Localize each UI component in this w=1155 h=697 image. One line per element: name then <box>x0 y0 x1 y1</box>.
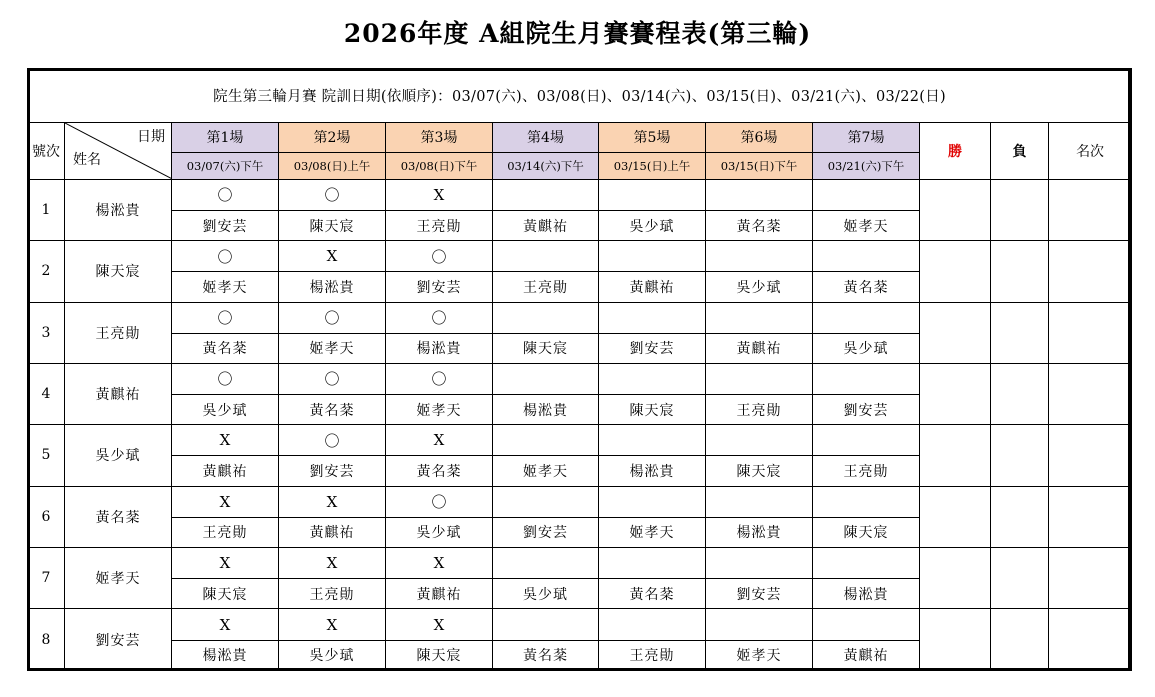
table-outer-border <box>27 68 1131 671</box>
opponent-name: 陳天宸 <box>279 210 386 240</box>
player-name: 吳少珷 <box>65 425 172 486</box>
match-result: X <box>279 609 386 640</box>
opponent-name: 吳少珷 <box>706 272 813 302</box>
opponent-name: 王亮勛 <box>279 579 386 609</box>
player-name: 黃名棻 <box>65 486 172 547</box>
opponent-name: 王亮勛 <box>172 517 279 547</box>
opponent-name: 姬孝天 <box>706 640 813 670</box>
opponent-name: 黃名棻 <box>813 272 920 302</box>
date-header-label: 日期 <box>137 129 165 146</box>
opponent-name: 黃麒祐 <box>706 333 813 363</box>
player-name: 王亮勛 <box>65 302 172 363</box>
match-result: 〇 <box>279 302 386 333</box>
opponent-name: 陳天宸 <box>172 579 279 609</box>
page-title: 2026年度 A組院生月賽賽程表(第三輪) <box>343 19 812 48</box>
opponent-name: 陳天宸 <box>386 640 493 670</box>
opponent-name: 黃麒祐 <box>813 640 920 670</box>
match-result: X <box>172 548 279 579</box>
match-result: X <box>172 486 279 517</box>
opponent-name: 吳少珷 <box>599 210 706 240</box>
opponent-name: 黃麒祐 <box>172 456 279 486</box>
opponent-name: 黃名棻 <box>279 395 386 425</box>
opponent-name: 姬孝天 <box>279 333 386 363</box>
opponent-name: 劉安芸 <box>706 579 813 609</box>
opponent-name: 姬孝天 <box>599 517 706 547</box>
player-number: 7 <box>28 548 65 609</box>
opponent-name: 楊淞貴 <box>279 272 386 302</box>
rank-header: 名次 <box>1049 123 1132 179</box>
training-dates-info: 院生第三輪月賽 院訓日期(依順序)：03/07(六)、03/08(日)、03/14(六)、03/15(日)、03/21(六)、03/22(日) <box>28 69 1132 123</box>
opponent-name: 黃名棻 <box>386 456 493 486</box>
match-result: 〇 <box>386 363 493 394</box>
match-result: X <box>279 241 386 272</box>
player-name: 黃麒祐 <box>65 363 172 424</box>
opponent-name: 黃麒祐 <box>493 210 599 240</box>
opponent-name: 姬孝天 <box>493 456 599 486</box>
match-result: 〇 <box>172 302 279 333</box>
round-date-7: 03/21(六)下午 <box>813 152 920 179</box>
player-name: 姬孝天 <box>65 548 172 609</box>
opponent-name: 陳天宸 <box>706 456 813 486</box>
opponent-name: 黃名棻 <box>493 640 599 670</box>
round-date-1: 03/07(六)下午 <box>172 152 279 179</box>
player-number: 6 <box>28 486 65 547</box>
round-date-3: 03/08(日)下午 <box>386 152 493 179</box>
player-number: 4 <box>28 363 65 424</box>
match-result: X <box>386 548 493 579</box>
player-name: 陳天宸 <box>65 241 172 302</box>
opponent-name: 劉安芸 <box>599 333 706 363</box>
match-result: 〇 <box>386 302 493 333</box>
match-result: X <box>172 609 279 640</box>
match-result: X <box>279 548 386 579</box>
match-result: X <box>279 486 386 517</box>
opponent-name: 吳少珷 <box>386 517 493 547</box>
opponent-name: 吳少珷 <box>493 579 599 609</box>
round-label-7: 第7場 <box>813 123 920 152</box>
player-number: 8 <box>28 609 65 671</box>
round-date-2: 03/08(日)上午 <box>279 152 386 179</box>
round-date-5: 03/15(日)上午 <box>599 152 706 179</box>
opponent-name: 陳天宸 <box>493 333 599 363</box>
opponent-name: 姬孝天 <box>813 210 920 240</box>
round-label-6: 第6場 <box>706 123 813 152</box>
opponent-name: 楊淞貴 <box>386 333 493 363</box>
opponent-name: 王亮勛 <box>386 210 493 240</box>
opponent-name: 陳天宸 <box>813 517 920 547</box>
opponent-name: 王亮勛 <box>813 456 920 486</box>
opponent-name: 楊淞貴 <box>706 517 813 547</box>
seq-header: 號次 <box>28 123 65 179</box>
round-label-3: 第3場 <box>386 123 493 152</box>
opponent-name: 楊淞貴 <box>599 456 706 486</box>
round-label-4: 第4場 <box>493 123 599 152</box>
player-number: 1 <box>28 179 65 240</box>
name-header-label: 姓名 <box>73 151 101 168</box>
opponent-name: 黃名棻 <box>172 333 279 363</box>
round-label-5: 第5場 <box>599 123 706 152</box>
player-name: 楊淞貴 <box>65 179 172 240</box>
opponent-name: 劉安芸 <box>813 395 920 425</box>
opponent-name: 姬孝天 <box>386 395 493 425</box>
match-result: X <box>386 609 493 640</box>
opponent-name: 劉安芸 <box>172 210 279 240</box>
match-result: 〇 <box>172 241 279 272</box>
match-result: 〇 <box>279 179 386 210</box>
player-name: 劉安芸 <box>65 609 172 671</box>
opponent-name: 楊淞貴 <box>493 395 599 425</box>
match-result: 〇 <box>279 425 386 456</box>
opponent-name: 王亮勛 <box>599 640 706 670</box>
opponent-name: 吳少珷 <box>813 333 920 363</box>
player-number: 3 <box>28 302 65 363</box>
match-result: X <box>172 425 279 456</box>
opponent-name: 黃麒祐 <box>386 579 493 609</box>
opponent-name: 劉安芸 <box>493 517 599 547</box>
opponent-name: 吳少珷 <box>279 640 386 670</box>
round-date-4: 03/14(六)下午 <box>493 152 599 179</box>
match-result: 〇 <box>172 179 279 210</box>
match-result: 〇 <box>386 241 493 272</box>
opponent-name: 楊淞貴 <box>172 640 279 670</box>
round-label-1: 第1場 <box>172 123 279 152</box>
opponent-name: 劉安芸 <box>279 456 386 486</box>
match-result: X <box>386 179 493 210</box>
opponent-name: 黃名棻 <box>706 210 813 240</box>
opponent-name: 吳少珷 <box>172 395 279 425</box>
win-header: 勝 <box>920 123 991 179</box>
round-date-6: 03/15(日)下午 <box>706 152 813 179</box>
opponent-name: 楊淞貴 <box>813 579 920 609</box>
player-number: 5 <box>28 425 65 486</box>
player-number: 2 <box>28 241 65 302</box>
match-result: X <box>386 425 493 456</box>
opponent-name: 姬孝天 <box>172 272 279 302</box>
opponent-name: 陳天宸 <box>599 395 706 425</box>
round-label-2: 第2場 <box>279 123 386 152</box>
opponent-name: 黃名棻 <box>599 579 706 609</box>
opponent-name: 王亮勛 <box>493 272 599 302</box>
opponent-name: 黃麒祐 <box>279 517 386 547</box>
loss-header: 負 <box>991 123 1049 179</box>
opponent-name: 劉安芸 <box>386 272 493 302</box>
opponent-name: 黃麒祐 <box>599 272 706 302</box>
match-result: 〇 <box>279 363 386 394</box>
opponent-name: 王亮勛 <box>706 395 813 425</box>
match-result: 〇 <box>172 363 279 394</box>
match-result: 〇 <box>386 486 493 517</box>
